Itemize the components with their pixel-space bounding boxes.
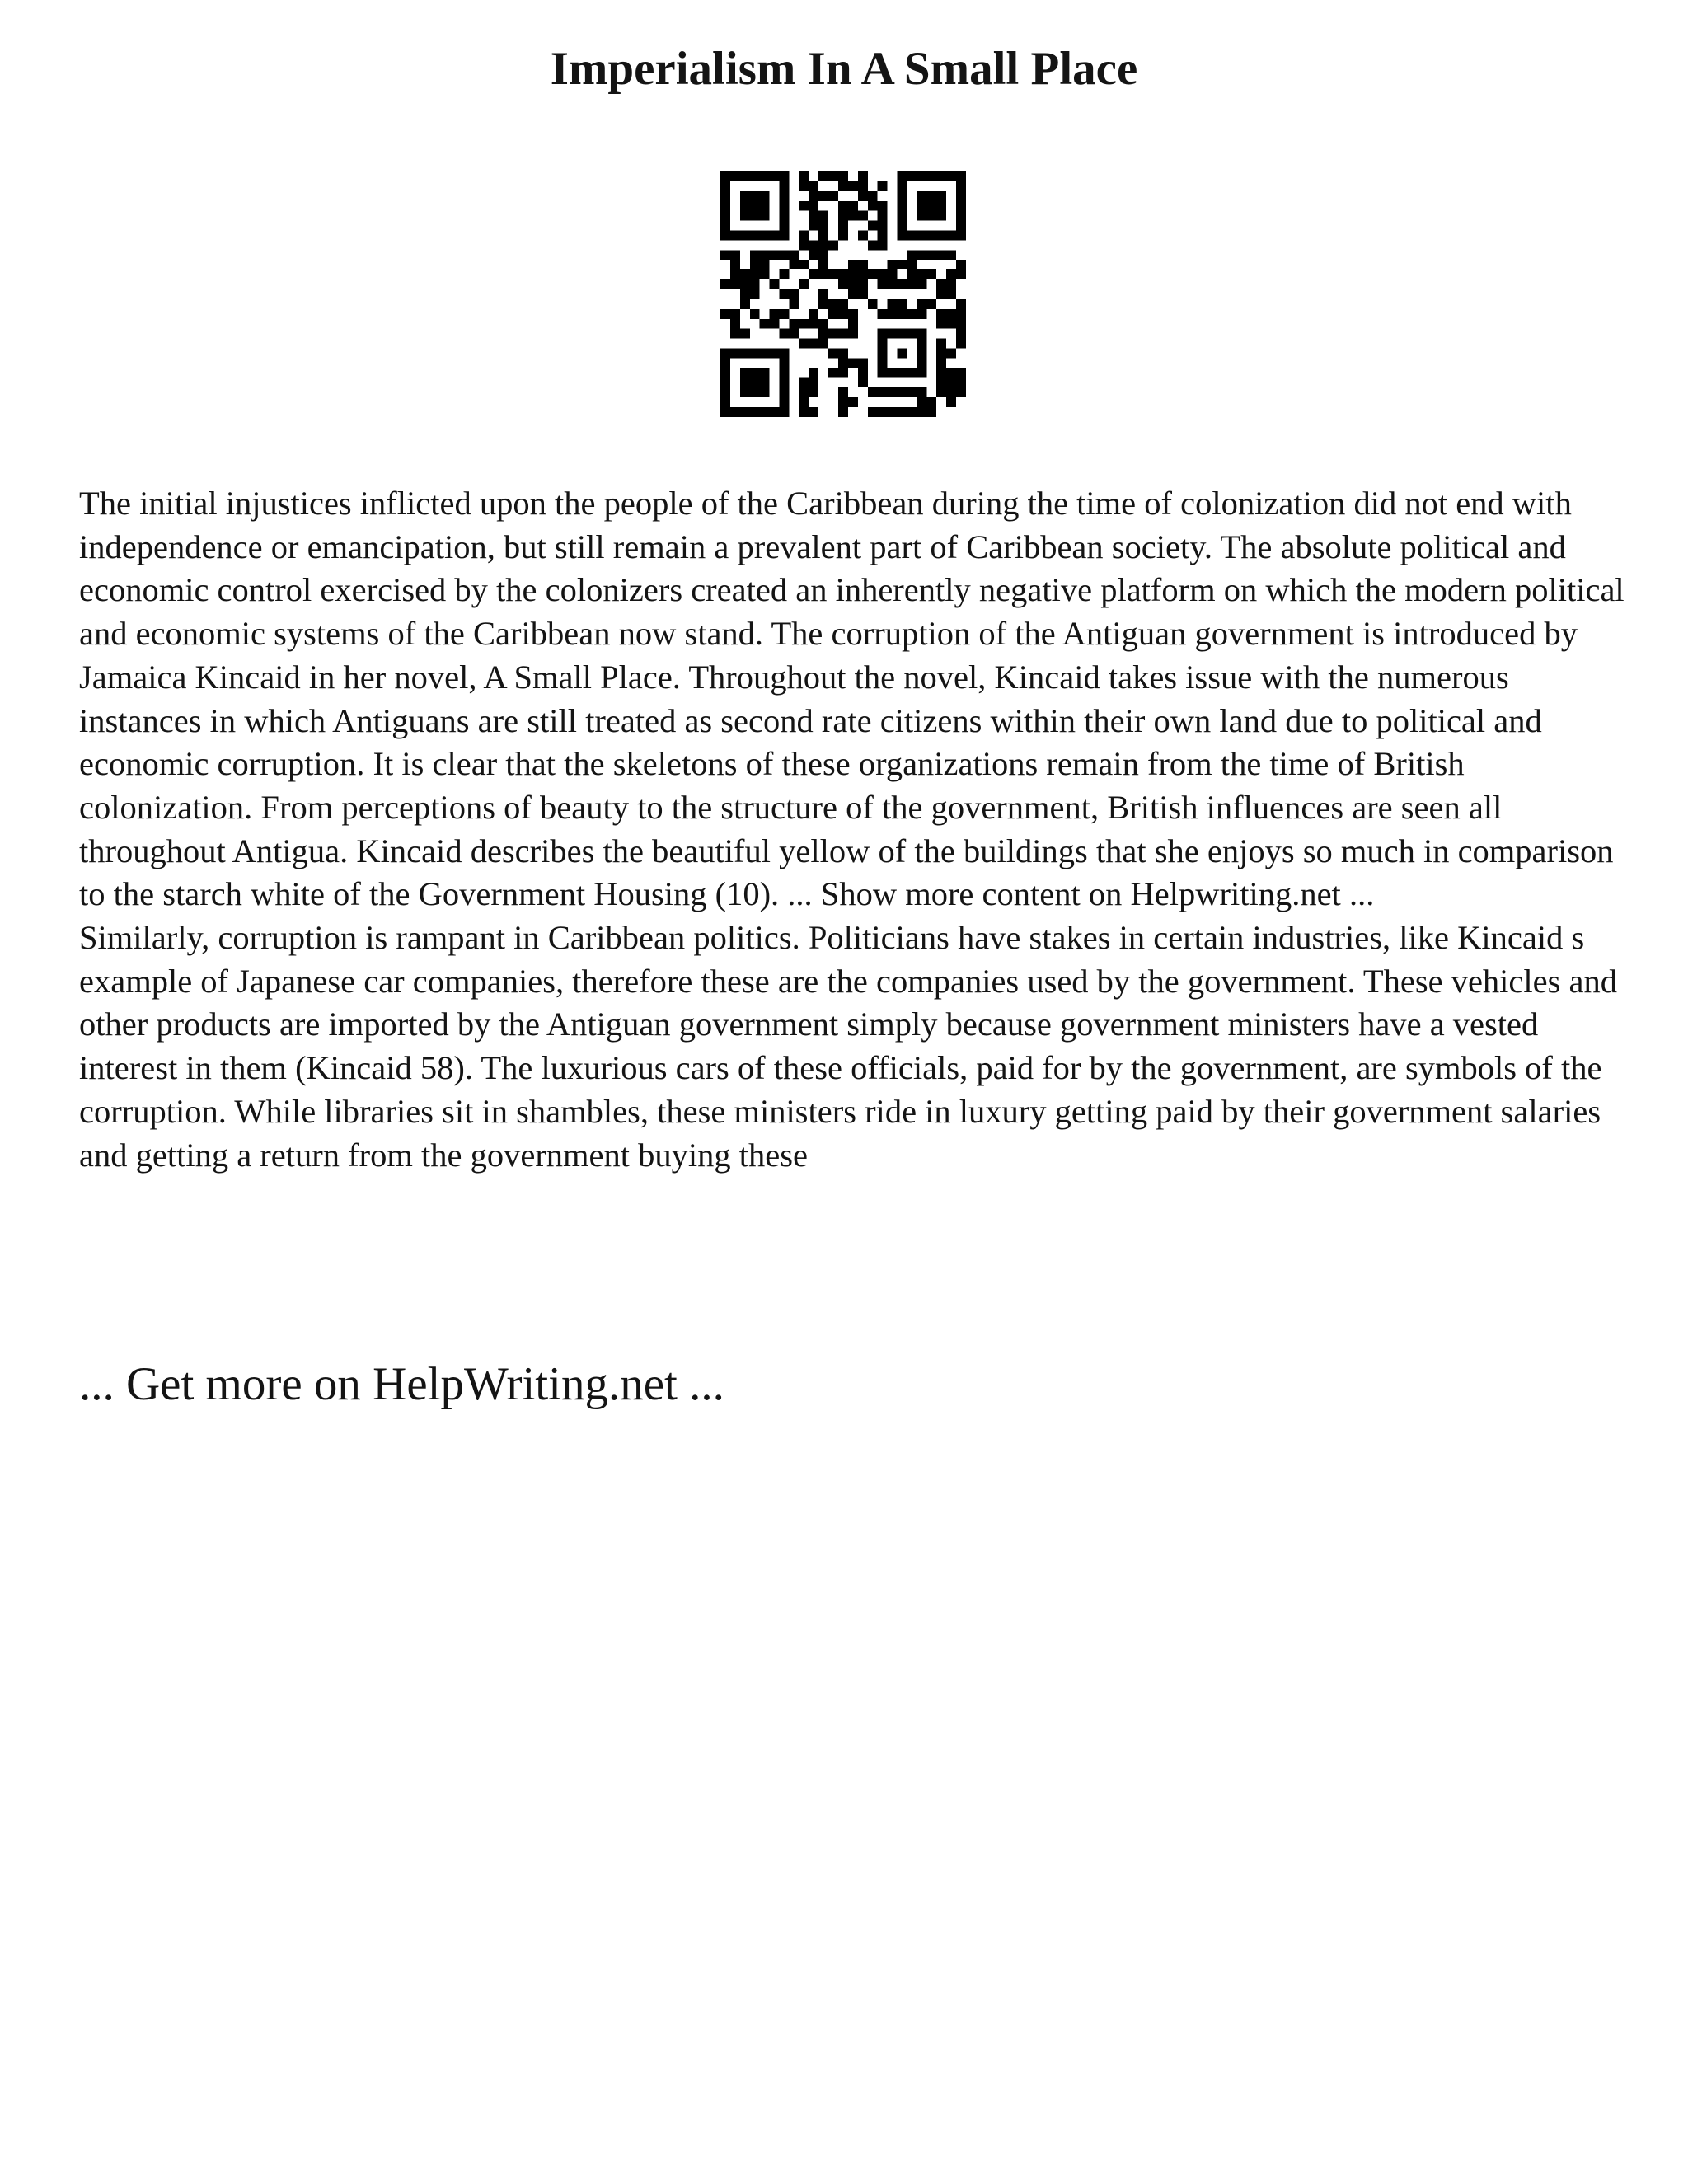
get-more-link[interactable]: ... Get more on HelpWriting.net ... xyxy=(79,1358,724,1410)
qr-code-graphic xyxy=(720,171,966,417)
body-paragraph-2: Similarly, corruption is rampant in Caribbean politics. Politicians have stakes in certain industries, like Kincaid s example of Japanese car companies, therefore these are the companies used by the government. These vehicles and other products are imported by the Antiguan government simply because government ministers have a vested interest in them (Kincaid 58). The luxurious cars of these officials, paid for by the government, are symbols of the corruption. While libraries sit in shambles, these ministers ride in luxury getting paid by their government salaries and getting a return from the government buying these xyxy=(79,919,1617,1174)
document-body xyxy=(79,482,1625,1177)
document-title: Imperialism In A Small Place xyxy=(550,43,1138,95)
qr-alignment-pattern xyxy=(878,329,927,378)
body-paragraph-1: The initial injustices inflicted upon the people of the Caribbean during the time of colonization did not end with independence or emancipation, but still remain a prevalent part of Caribbean society. The absolute political and economic control exercised by the colonizers created an inherently negative platform on which the modern political and economic systems of the Caribbean now stand. The corruption of the Antiguan government is introduced by Jamaica Kincaid in her novel, A Small Place. Throughout the novel, Kincaid takes issue with the numerous instances in which Antiguans are still treated as second rate citizens within their own land due to political and economic corruption. It is clear that the skeletons of these organizations remain from the time of British colonization. From perceptions of beauty to the structure of the government, British influences are seen all throughout Antigua. Kincaid describes the beautiful yellow of the buildings that she enjoys so much in comparison to the starch white of the Government Housing (10). ... Show more content on Helpwriting.net ... xyxy=(79,485,1625,913)
qr-code-icon xyxy=(720,171,966,417)
